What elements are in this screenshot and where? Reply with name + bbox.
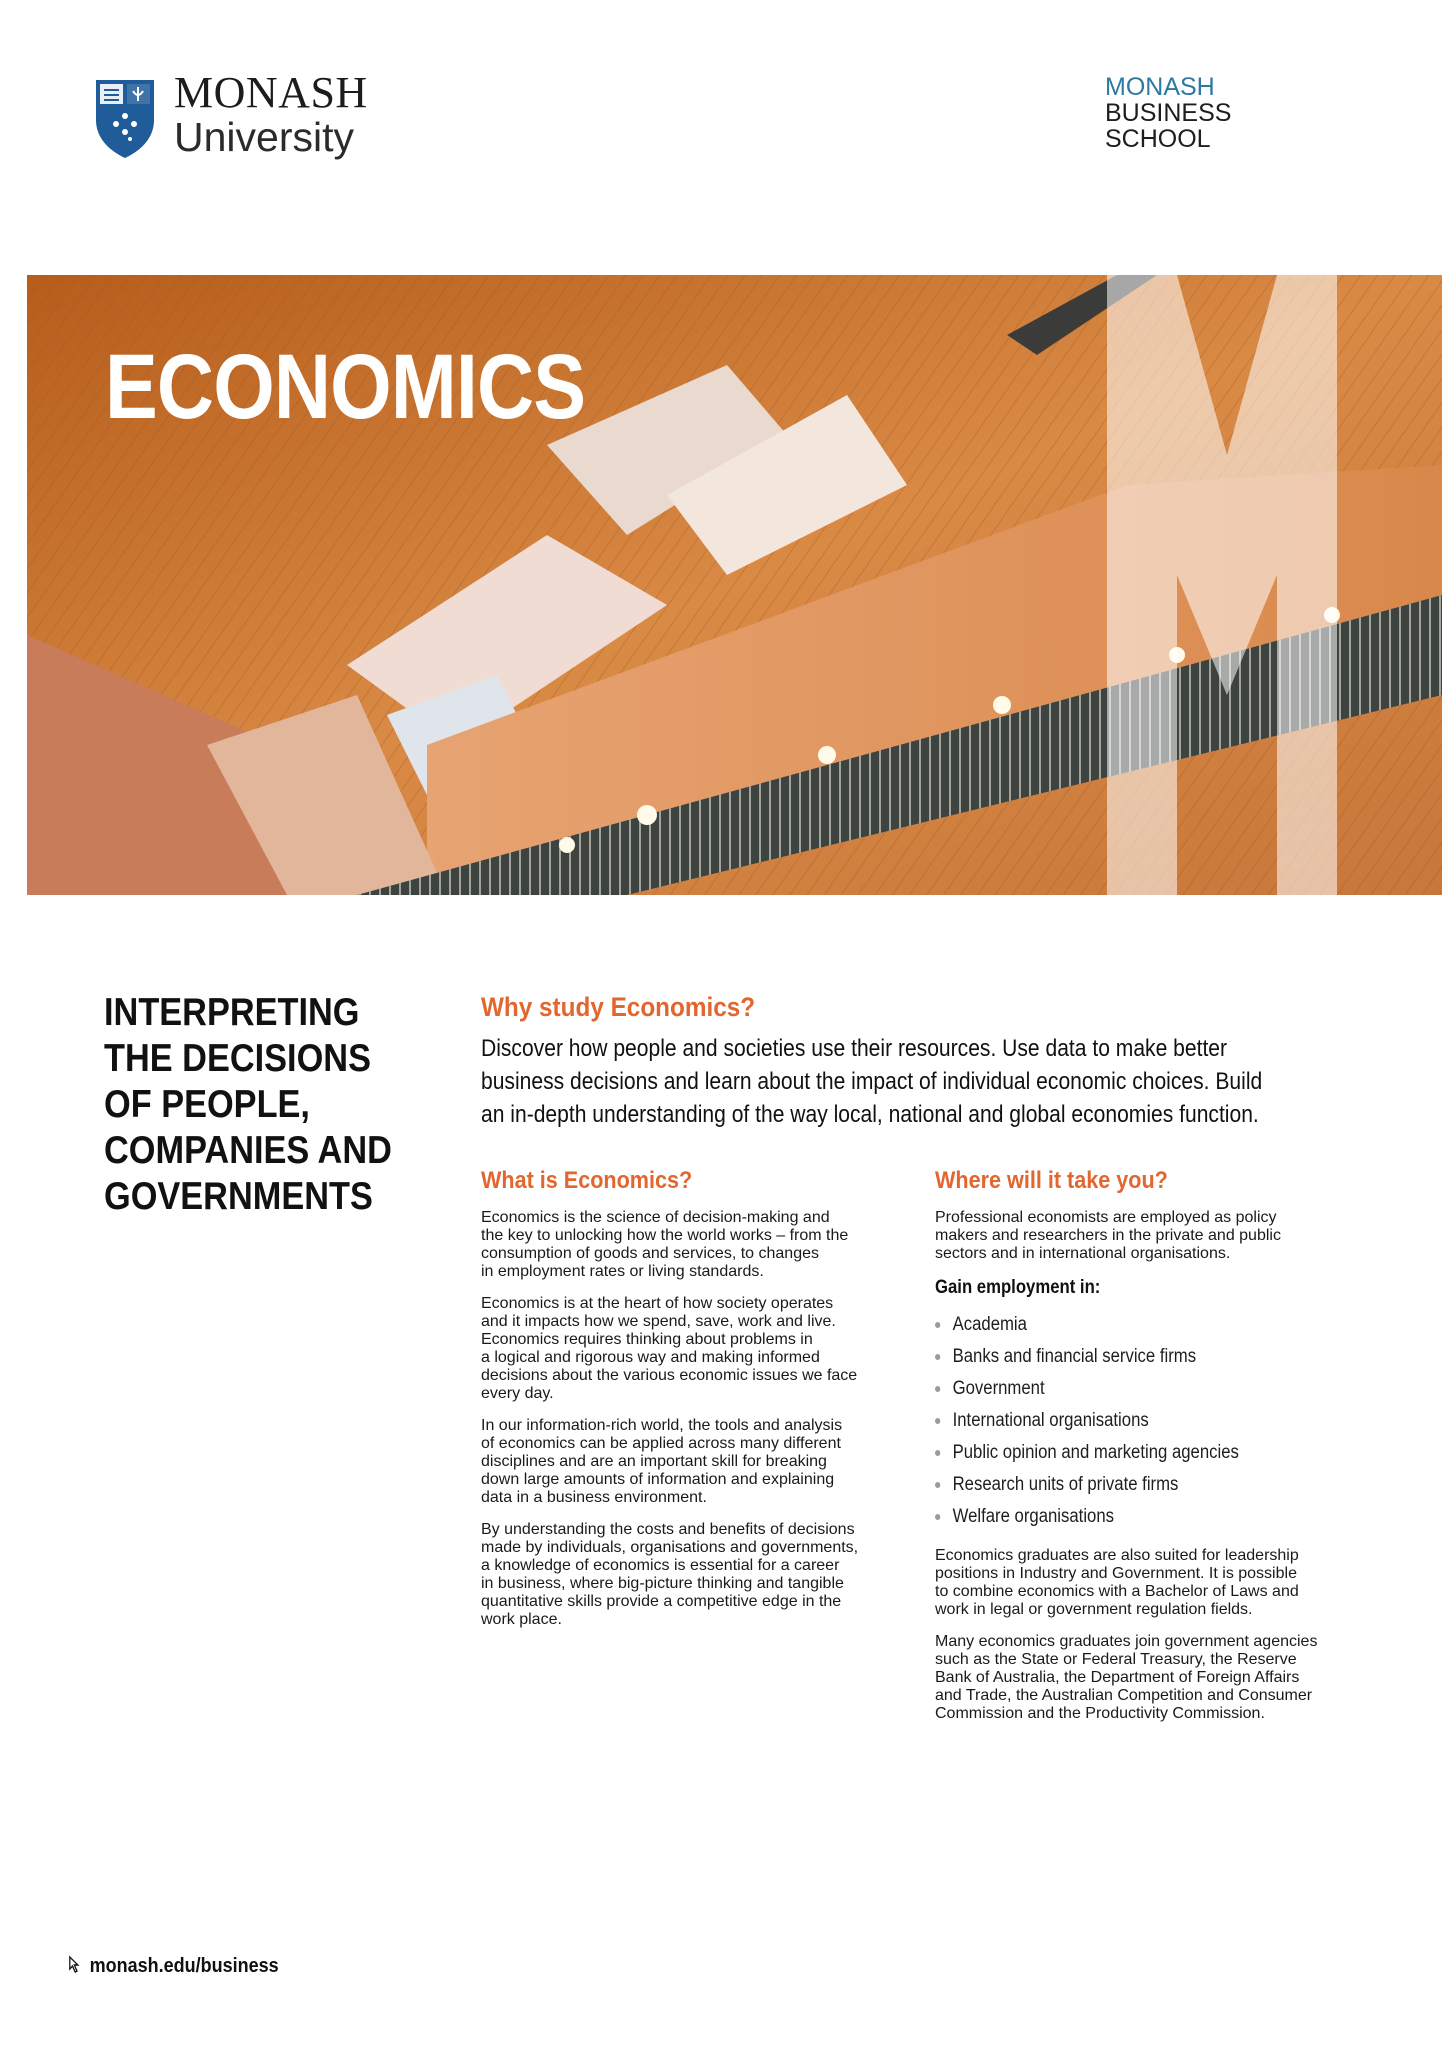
list-item xyxy=(935,1405,1357,1437)
text-line: sectors and in international organisations. xyxy=(935,1245,1231,1262)
mouse-cursor-icon xyxy=(68,1955,84,1981)
text-line: data in a business environment. xyxy=(481,1489,707,1506)
text-line: made by individuals, organisations and governments, xyxy=(481,1539,859,1556)
list-item xyxy=(935,1309,1357,1341)
text-line: the key to unlocking how the world works – from the xyxy=(481,1227,849,1244)
text-line: to combine economics with a Bachelor of Laws and xyxy=(935,1583,1299,1600)
text-line: every day. xyxy=(481,1385,554,1402)
list-item-text: Banks and financial service firms xyxy=(952,1346,1197,1367)
hero-banner xyxy=(27,275,1442,895)
text-line: consumption of goods and services, to changes xyxy=(481,1245,819,1262)
bullet-icon xyxy=(935,1482,940,1488)
hero-title: ECONOMICS xyxy=(105,336,586,438)
school-line: BUSINESS xyxy=(1105,99,1232,127)
what-is-economics-section xyxy=(481,1167,961,1643)
text-line: Bank of Australia, the Department of Foreign Affairs xyxy=(935,1669,1300,1686)
list-item xyxy=(935,1373,1357,1405)
where-will-it-take-you-section xyxy=(935,1167,1415,1737)
school-line: MONASH xyxy=(1105,73,1215,101)
monash-university-logo xyxy=(92,70,392,165)
list-item-text: Academia xyxy=(952,1314,1027,1335)
list-item xyxy=(935,1341,1357,1373)
side-heading-line: INTERPRETING xyxy=(104,991,360,1034)
school-line: SCHOOL xyxy=(1105,125,1211,153)
intro-line: Discover how people and societies use their resources. Use data to make better xyxy=(481,1035,1228,1062)
text-line: Economics requires thinking about problems in xyxy=(481,1331,813,1348)
text-line: in business, where big-picture thinking and tangible xyxy=(481,1575,844,1592)
list-item xyxy=(935,1437,1357,1469)
what-is-heading: What is Economics? xyxy=(481,1167,693,1194)
university-name-line2: University xyxy=(174,114,354,160)
bullet-icon xyxy=(935,1386,940,1392)
side-heading-line: GOVERNMENTS xyxy=(104,1175,373,1218)
text-line: Professional economists are employed as policy xyxy=(935,1209,1277,1226)
footer-url[interactable]: monash.edu/business xyxy=(89,1955,279,1977)
text-line: and Trade, the Australian Competition and Consumer xyxy=(935,1687,1313,1704)
list-item-text: Government xyxy=(952,1378,1045,1399)
list-item-text: Research units of private firms xyxy=(952,1474,1179,1495)
side-heading-line: COMPANIES AND xyxy=(104,1129,392,1172)
text-line: Many economics graduates join government agencies xyxy=(935,1633,1318,1650)
text-line: Economics is at the heart of how society operates xyxy=(481,1295,834,1312)
text-line: a knowledge of economics is essential for a career xyxy=(481,1557,840,1574)
text-line: down large amounts of information and explaining xyxy=(481,1471,835,1488)
text-line: Economics graduates are also suited for leadership xyxy=(935,1547,1299,1564)
list-item xyxy=(935,1501,1357,1533)
text-line: such as the State or Federal Treasury, the Reserve xyxy=(935,1651,1297,1668)
where-heading: Where will it take you? xyxy=(935,1167,1168,1194)
employment-list xyxy=(935,1309,1415,1533)
monash-crest-icon xyxy=(92,76,158,160)
text-line: Commission and the Productivity Commission. xyxy=(935,1705,1265,1722)
text-line: work place. xyxy=(481,1611,562,1628)
text-line: a logical and rigorous way and making informed xyxy=(481,1349,820,1366)
text-line: work in legal or government regulation fields. xyxy=(935,1601,1253,1618)
text-line: By understanding the costs and benefits of decisions xyxy=(481,1521,855,1538)
why-study-heading: Why study Economics? xyxy=(481,992,756,1022)
text-line: and it impacts how we spend, save, work and live. xyxy=(481,1313,836,1330)
list-item-text: Public opinion and marketing agencies xyxy=(952,1442,1239,1463)
text-line: of economics can be applied across many different xyxy=(481,1435,841,1452)
intro-paragraph xyxy=(481,1032,1307,1131)
bullet-icon xyxy=(935,1322,940,1328)
text-line: disciplines and are an important skill for breaking xyxy=(481,1453,827,1470)
intro-line: an in-depth understanding of the way local, national and global economies function. xyxy=(481,1101,1259,1128)
text-line: Economics is the science of decision-making and xyxy=(481,1209,830,1226)
list-item-text: Welfare organisations xyxy=(952,1506,1115,1527)
intro-line: business decisions and learn about the impact of individual economic choices. Build xyxy=(481,1068,1263,1095)
list-item-text: International organisations xyxy=(952,1410,1149,1431)
university-name-line1: MONASH xyxy=(174,68,368,117)
footer-link[interactable] xyxy=(68,1955,279,1981)
bullet-icon xyxy=(935,1514,940,1520)
text-line: decisions about the various economic issues we face xyxy=(481,1367,858,1384)
bullet-icon xyxy=(935,1354,940,1360)
business-school-logo xyxy=(1105,74,1231,152)
text-line: makers and researchers in the private and public xyxy=(935,1227,1281,1244)
side-heading-line: OF PEOPLE, xyxy=(104,1083,310,1126)
text-line: positions in Industry and Government. It is possible xyxy=(935,1565,1297,1582)
text-line: In our information-rich world, the tools and analysis xyxy=(481,1417,843,1434)
gain-employment-label: Gain employment in: xyxy=(935,1277,1101,1298)
text-line: quantitative skills provide a competitive edge in the xyxy=(481,1593,842,1610)
list-item xyxy=(935,1469,1357,1501)
side-heading xyxy=(104,990,403,1220)
text-line: in employment rates or living standards. xyxy=(481,1263,764,1280)
bullet-icon xyxy=(935,1418,940,1424)
side-heading-line: THE DECISIONS xyxy=(104,1037,371,1080)
bullet-icon xyxy=(935,1450,940,1456)
